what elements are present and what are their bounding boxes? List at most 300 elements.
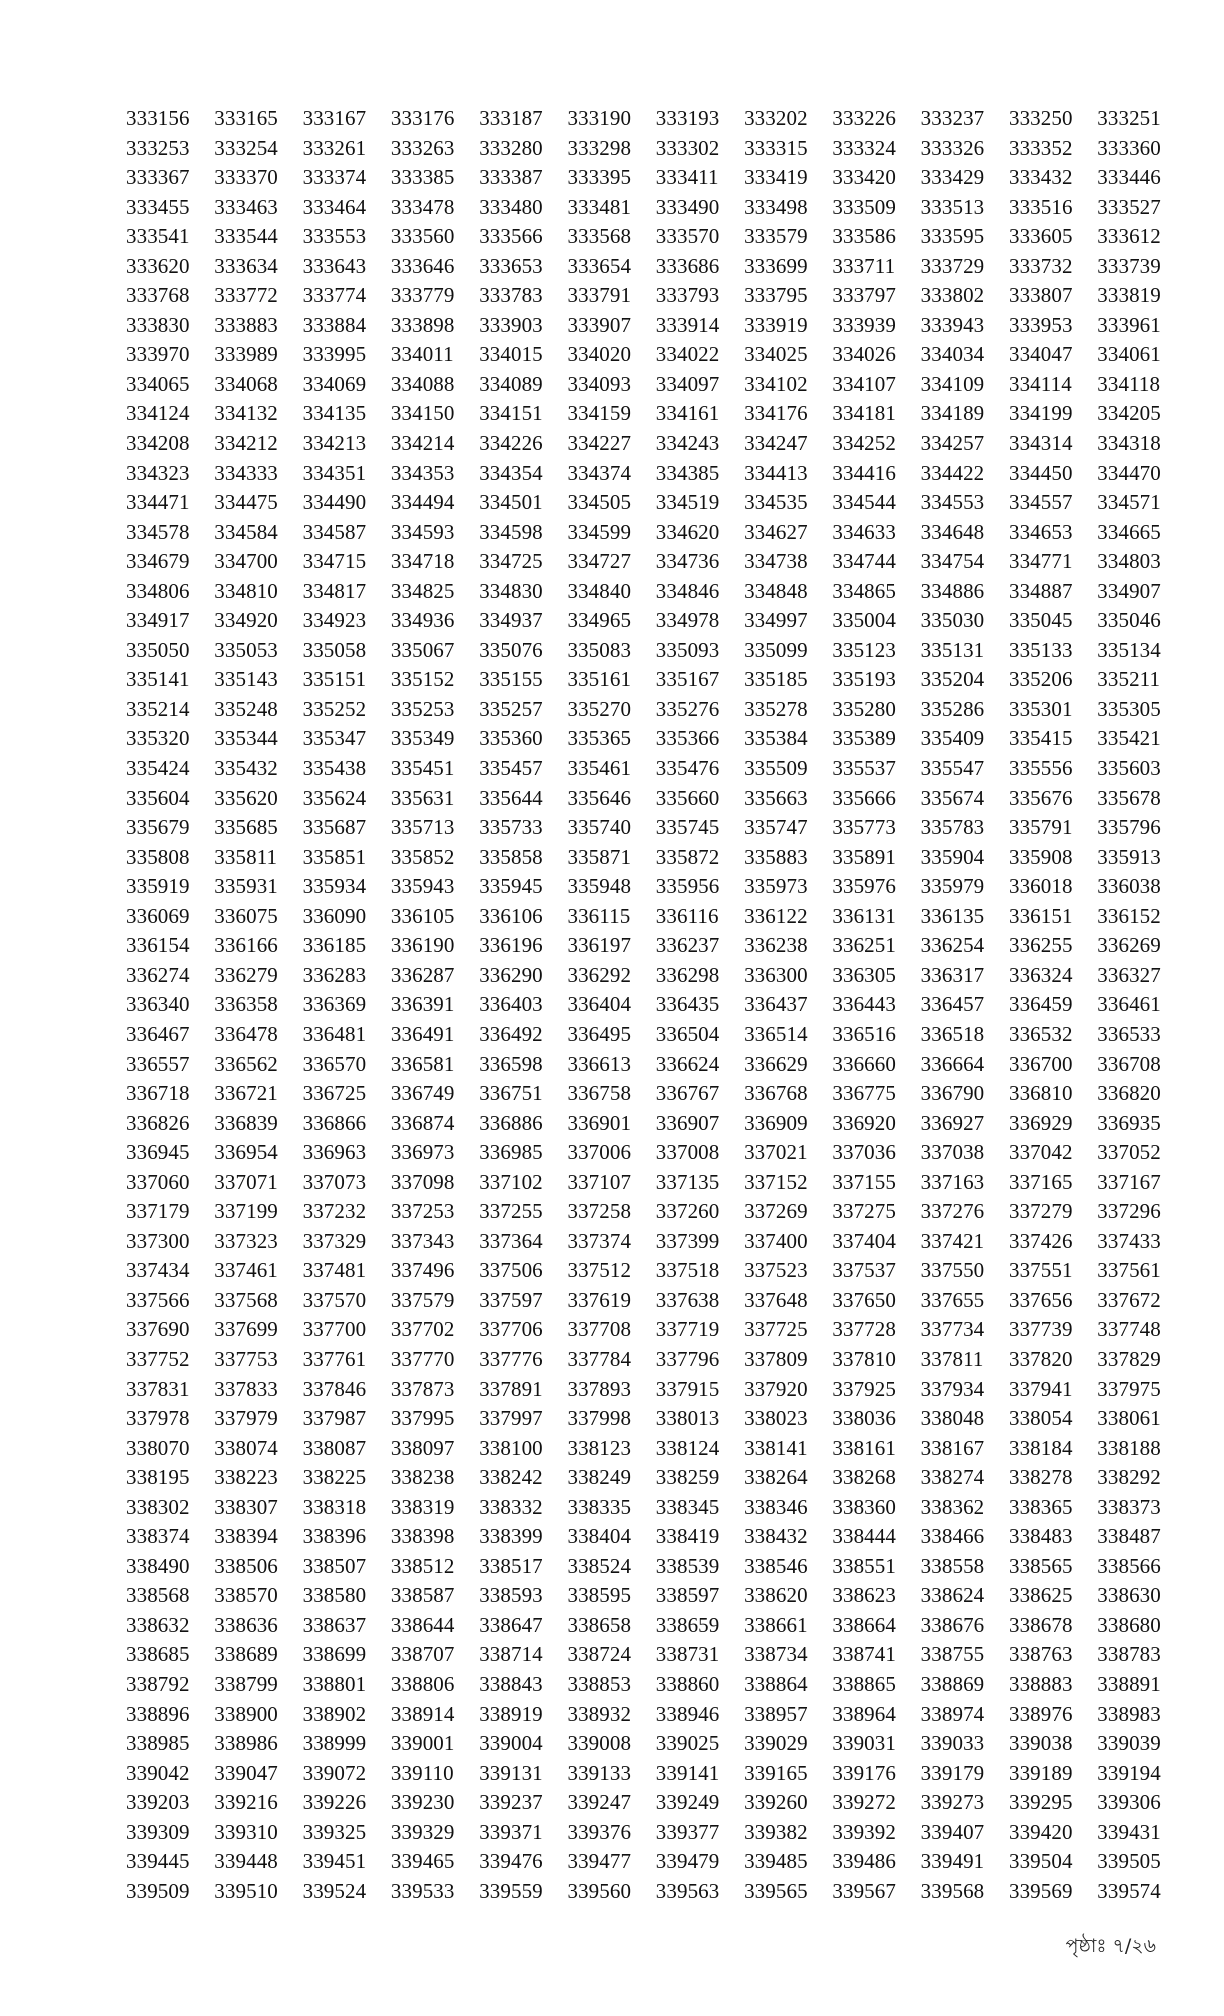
roll-number-cell: 333226 xyxy=(832,106,896,130)
roll-number-cell: 338399 xyxy=(479,1524,543,1549)
roll-number-cell: 335167 xyxy=(655,667,720,692)
roll-number-cell: 337098 xyxy=(390,1169,455,1194)
roll-number-cell: 338974 xyxy=(920,1701,985,1726)
roll-number-cell: 339194 xyxy=(1097,1760,1161,1785)
roll-number-cell: 333586 xyxy=(832,224,896,249)
roll-number-cell: 339568 xyxy=(920,1878,985,1903)
roll-number-cell: 336196 xyxy=(479,933,543,958)
roll-number-cell: 339569 xyxy=(1008,1878,1073,1903)
roll-number-cell: 335276 xyxy=(655,696,720,721)
roll-number-cell: 339310 xyxy=(214,1819,278,1844)
roll-number-cell: 333498 xyxy=(744,194,808,219)
roll-number-cell: 338902 xyxy=(302,1701,367,1726)
roll-number-cell: 336287 xyxy=(390,962,455,987)
roll-number-cell: 336122 xyxy=(744,903,808,928)
roll-number-cell: 336298 xyxy=(655,962,720,987)
roll-number-cell: 337008 xyxy=(655,1140,720,1165)
roll-number-cell: 335620 xyxy=(214,785,278,810)
roll-number-cell: 334584 xyxy=(214,519,278,544)
roll-number-cell: 338580 xyxy=(302,1583,367,1608)
roll-number-cell: 335631 xyxy=(390,785,455,810)
roll-number-cell: 337846 xyxy=(302,1376,367,1401)
roll-number-cell: 333315 xyxy=(744,135,808,160)
roll-number-cell: 335660 xyxy=(655,785,720,810)
roll-number-cell: 334374 xyxy=(567,460,632,485)
roll-number-cell: 334471 xyxy=(126,490,190,515)
roll-number-cell: 339038 xyxy=(1008,1731,1073,1756)
roll-number-cell: 334920 xyxy=(214,608,278,633)
roll-number-cell: 334771 xyxy=(1008,549,1073,574)
roll-number-cell: 335678 xyxy=(1097,785,1161,810)
roll-number-cell: 336135 xyxy=(920,903,985,928)
roll-number-cell: 336290 xyxy=(479,962,543,987)
roll-number-cell: 333739 xyxy=(1097,253,1161,278)
roll-number-cell: 339273 xyxy=(920,1790,985,1815)
roll-number-cell: 338568 xyxy=(126,1583,190,1608)
roll-number-cell: 339042 xyxy=(126,1760,190,1785)
roll-number-cell: 334505 xyxy=(567,490,632,515)
roll-number-cell: 334351 xyxy=(302,460,367,485)
roll-number-cell: 338551 xyxy=(832,1553,896,1578)
roll-number-cell: 336369 xyxy=(302,992,367,1017)
roll-number-cell: 333395 xyxy=(567,165,632,190)
roll-number-cell: 338365 xyxy=(1008,1494,1073,1519)
roll-number-cell: 338432 xyxy=(744,1524,808,1549)
roll-number-cell: 338074 xyxy=(214,1435,278,1460)
roll-number-cell: 333774 xyxy=(302,283,367,308)
roll-number-cell: 336533 xyxy=(1097,1021,1161,1046)
roll-number-cell: 333884 xyxy=(302,312,367,337)
roll-number-cell: 336075 xyxy=(214,903,278,928)
roll-number-cell: 338054 xyxy=(1008,1406,1073,1431)
roll-number-cell: 336973 xyxy=(390,1140,455,1165)
roll-number-cell: 335252 xyxy=(302,696,367,721)
roll-number-cell: 335305 xyxy=(1097,696,1161,721)
roll-number-cell: 333898 xyxy=(390,312,455,337)
roll-number-cell: 336518 xyxy=(920,1021,985,1046)
roll-number-cell: 336909 xyxy=(744,1110,808,1135)
roll-number-cell: 337915 xyxy=(655,1376,720,1401)
roll-number-cell: 338699 xyxy=(302,1642,367,1667)
roll-number-cell: 336826 xyxy=(126,1110,190,1135)
roll-number-cell: 336283 xyxy=(302,962,367,987)
roll-number-cell: 334226 xyxy=(479,431,543,456)
roll-number-cell: 334633 xyxy=(832,519,896,544)
roll-number-cell: 337343 xyxy=(390,1228,455,1253)
roll-number-cell: 333768 xyxy=(126,283,190,308)
roll-number-cell: 338565 xyxy=(1008,1553,1073,1578)
roll-number-cell: 333463 xyxy=(214,194,278,219)
roll-number-cell: 335457 xyxy=(479,756,543,781)
roll-number-cell: 339392 xyxy=(832,1819,896,1844)
roll-number-cell: 335904 xyxy=(920,844,985,869)
roll-number-cell: 334578 xyxy=(126,519,190,544)
roll-number-cell: 335134 xyxy=(1097,637,1161,662)
roll-number-cell: 334803 xyxy=(1097,549,1161,574)
roll-number-cell: 335747 xyxy=(744,815,808,840)
roll-number-cell: 334118 xyxy=(1097,371,1161,396)
roll-number-cell: 338223 xyxy=(214,1465,278,1490)
roll-number-cell: 335913 xyxy=(1097,844,1161,869)
roll-number-cell: 333795 xyxy=(744,283,808,308)
roll-number-cell: 338490 xyxy=(126,1553,190,1578)
roll-number-cell: 338983 xyxy=(1097,1701,1161,1726)
roll-number-cell: 338986 xyxy=(214,1731,278,1756)
roll-number-cell: 336358 xyxy=(214,992,278,1017)
roll-number-cell: 338302 xyxy=(126,1494,190,1519)
roll-number-cell: 334068 xyxy=(214,371,278,396)
roll-number-cell: 335676 xyxy=(1008,785,1073,810)
roll-number-cell: 335421 xyxy=(1097,726,1161,751)
roll-number-cell: 336532 xyxy=(1008,1021,1073,1046)
roll-number-cell: 335099 xyxy=(744,637,808,662)
roll-number-cell: 334727 xyxy=(567,549,632,574)
roll-number-cell: 334557 xyxy=(1008,490,1073,515)
roll-number-cell: 334227 xyxy=(567,431,632,456)
roll-number-cell: 335193 xyxy=(832,667,896,692)
roll-number-cell: 338242 xyxy=(479,1465,543,1490)
roll-number-cell: 338048 xyxy=(920,1406,985,1431)
roll-number-cell: 334212 xyxy=(214,431,278,456)
roll-number-cell: 334598 xyxy=(479,519,543,544)
roll-number-cell: 334088 xyxy=(390,371,455,396)
roll-number-cell: 334181 xyxy=(832,401,896,426)
roll-number-cell: 334754 xyxy=(920,549,985,574)
roll-number-cell: 335603 xyxy=(1097,756,1161,781)
roll-number-cell: 337734 xyxy=(920,1317,985,1342)
roll-number-cell: 337036 xyxy=(832,1140,896,1165)
roll-number-cell: 339477 xyxy=(567,1849,632,1874)
roll-number-cell: 335045 xyxy=(1008,608,1073,633)
roll-number-cell: 333646 xyxy=(390,253,455,278)
roll-number-cell: 339230 xyxy=(390,1790,455,1815)
roll-number-cell: 334323 xyxy=(126,460,190,485)
roll-number-cell: 339272 xyxy=(832,1790,896,1815)
roll-number-cell: 337155 xyxy=(832,1169,896,1194)
roll-number-cell: 338161 xyxy=(832,1435,896,1460)
roll-number-cell: 337978 xyxy=(126,1406,190,1431)
roll-number-cell: 339249 xyxy=(655,1790,720,1815)
roll-number-cell: 335030 xyxy=(920,608,985,633)
roll-number-cell: 333791 xyxy=(567,283,632,308)
roll-number-cell: 337323 xyxy=(214,1228,278,1253)
roll-number-cell: 334593 xyxy=(390,519,455,544)
roll-number-cell: 335046 xyxy=(1097,608,1161,633)
roll-number-cell: 335537 xyxy=(832,756,896,781)
roll-number-cell: 338623 xyxy=(832,1583,896,1608)
roll-number-cell: 334917 xyxy=(126,608,190,633)
roll-number-cell: 336516 xyxy=(832,1021,896,1046)
roll-number-cell: 338869 xyxy=(920,1671,985,1696)
roll-number-cell: 338647 xyxy=(479,1612,543,1637)
roll-number-cell: 334176 xyxy=(744,401,808,426)
roll-number-cell: 339448 xyxy=(214,1849,278,1874)
roll-number-cell: 338506 xyxy=(214,1553,278,1578)
roll-number-cell: 337893 xyxy=(567,1376,632,1401)
roll-number-cell: 335674 xyxy=(920,785,985,810)
roll-number-cell: 334020 xyxy=(567,342,632,367)
roll-number-cell: 336237 xyxy=(655,933,720,958)
roll-number-cell: 338188 xyxy=(1097,1435,1161,1460)
roll-number-cell: 334840 xyxy=(567,578,632,603)
roll-number-cell: 336820 xyxy=(1097,1081,1161,1106)
roll-number-cell: 333202 xyxy=(744,106,808,130)
roll-number-cell: 338707 xyxy=(390,1642,455,1667)
roll-number-cell: 333654 xyxy=(567,253,632,278)
roll-number-cell: 337102 xyxy=(479,1169,543,1194)
roll-number-cell: 337135 xyxy=(655,1169,720,1194)
roll-number-cell: 337179 xyxy=(126,1199,190,1224)
roll-number-cell: 338259 xyxy=(655,1465,720,1490)
roll-number-cell: 336613 xyxy=(567,1051,632,1076)
roll-number-cell: 334519 xyxy=(655,490,720,515)
roll-number-cell: 337255 xyxy=(479,1199,543,1224)
roll-number-cell: 335344 xyxy=(214,726,278,751)
roll-number-cell: 333187 xyxy=(479,106,543,130)
roll-number-cell: 334065 xyxy=(126,371,190,396)
roll-number-cell: 333516 xyxy=(1008,194,1073,219)
roll-number-cell: 338661 xyxy=(744,1612,808,1637)
roll-number-cell: 334978 xyxy=(655,608,720,633)
roll-number-cell: 334102 xyxy=(744,371,808,396)
roll-number-cell: 337038 xyxy=(920,1140,985,1165)
roll-number-cell: 336238 xyxy=(744,933,808,958)
roll-number-cell: 337561 xyxy=(1097,1258,1161,1283)
roll-number-cell: 338946 xyxy=(655,1701,720,1726)
roll-number-cell: 335624 xyxy=(302,785,367,810)
roll-number-cell: 337512 xyxy=(567,1258,632,1283)
roll-number-cell: 336557 xyxy=(126,1051,190,1076)
roll-number-cell: 339141 xyxy=(655,1760,720,1785)
roll-number-cell: 338597 xyxy=(655,1583,720,1608)
roll-number-cell: 339329 xyxy=(390,1819,455,1844)
roll-number-cell: 335360 xyxy=(479,726,543,751)
roll-number-cell: 335257 xyxy=(479,696,543,721)
roll-number-cell: 334243 xyxy=(655,431,720,456)
roll-number-cell: 338524 xyxy=(567,1553,632,1578)
roll-number-cell: 334806 xyxy=(126,578,190,603)
roll-number-cell: 337276 xyxy=(920,1199,985,1224)
roll-number-cell: 336340 xyxy=(126,992,190,1017)
roll-number-cell: 335123 xyxy=(832,637,896,662)
roll-number-cell: 333634 xyxy=(214,253,278,278)
roll-number-cell: 339451 xyxy=(302,1849,367,1874)
roll-number-cell: 337152 xyxy=(744,1169,808,1194)
roll-number-cell: 334159 xyxy=(567,401,632,426)
roll-number-cell: 334997 xyxy=(744,608,808,633)
roll-number-cell: 337690 xyxy=(126,1317,190,1342)
roll-number-cell: 335278 xyxy=(744,696,808,721)
roll-number-cell: 337537 xyxy=(832,1258,896,1283)
roll-number-cell: 334830 xyxy=(479,578,543,603)
roll-number-cell: 335976 xyxy=(832,874,896,899)
roll-number-cell: 339110 xyxy=(390,1760,454,1785)
roll-number-cell: 335556 xyxy=(1008,756,1073,781)
roll-number-cell: 336570 xyxy=(302,1051,367,1076)
roll-number-cell: 337638 xyxy=(655,1287,720,1312)
roll-number-cell: 333387 xyxy=(479,165,543,190)
roll-number-cell: 333729 xyxy=(920,253,985,278)
roll-number-cell: 334544 xyxy=(832,490,896,515)
roll-number-cell: 334214 xyxy=(390,431,455,456)
roll-number-cell: 336467 xyxy=(126,1021,190,1046)
roll-number-cell: 339306 xyxy=(1097,1790,1161,1815)
roll-number-cell: 338806 xyxy=(390,1671,455,1696)
roll-number-cell: 335713 xyxy=(390,815,455,840)
roll-number-cell: 337364 xyxy=(479,1228,543,1253)
roll-number-cell: 334034 xyxy=(920,342,985,367)
roll-number-cell: 338636 xyxy=(214,1612,278,1637)
roll-number-cell: 336459 xyxy=(1008,992,1073,1017)
roll-number-cell: 333478 xyxy=(390,194,455,219)
roll-number-cell: 334097 xyxy=(655,371,720,396)
roll-number-cell: 336154 xyxy=(126,933,190,958)
roll-number-cell: 334937 xyxy=(479,608,543,633)
roll-number-cell: 337809 xyxy=(744,1346,808,1371)
roll-number-cell: 333568 xyxy=(567,224,632,249)
roll-number-cell: 337833 xyxy=(214,1376,278,1401)
roll-number-cell: 338278 xyxy=(1008,1465,1073,1490)
roll-number-cell: 334205 xyxy=(1097,401,1161,426)
roll-number-cell: 335365 xyxy=(567,726,632,751)
roll-number-cell: 333961 xyxy=(1097,312,1161,337)
roll-number-cell: 336504 xyxy=(655,1021,720,1046)
roll-number-cell: 335948 xyxy=(567,874,632,899)
roll-number-cell: 334718 xyxy=(390,549,455,574)
roll-number-cell: 333807 xyxy=(1008,283,1073,308)
roll-number-cell: 338123 xyxy=(567,1435,632,1460)
roll-number-cell: 335083 xyxy=(567,637,632,662)
roll-number-cell: 339377 xyxy=(655,1819,720,1844)
roll-number-cell: 337706 xyxy=(479,1317,543,1342)
roll-number-cell: 333324 xyxy=(832,135,896,160)
roll-number-cell: 334189 xyxy=(920,401,985,426)
roll-number-cell: 338625 xyxy=(1008,1583,1073,1608)
roll-number-cell: 336886 xyxy=(479,1110,543,1135)
roll-number-cell: 336461 xyxy=(1097,992,1161,1017)
roll-number-cell: 338141 xyxy=(744,1435,808,1460)
roll-number-cell: 338318 xyxy=(302,1494,367,1519)
roll-number-cell: 334450 xyxy=(1008,460,1073,485)
roll-number-cell: 333165 xyxy=(214,106,278,130)
roll-number-cell: 337656 xyxy=(1008,1287,1073,1312)
roll-number-cell: 339309 xyxy=(126,1819,190,1844)
roll-number-cell: 338319 xyxy=(390,1494,455,1519)
roll-number-cell: 336790 xyxy=(920,1081,985,1106)
roll-number-cell: 334161 xyxy=(655,401,720,426)
roll-number-cell: 334314 xyxy=(1008,431,1073,456)
roll-number-cell: 336106 xyxy=(479,903,543,928)
roll-number-cell: 333553 xyxy=(302,224,367,249)
roll-number-cell: 335067 xyxy=(390,637,455,662)
roll-number-cell: 338637 xyxy=(302,1612,367,1637)
roll-number-cell: 338659 xyxy=(655,1612,720,1637)
roll-number-cell: 339524 xyxy=(302,1878,367,1903)
roll-number-cell: 335979 xyxy=(920,874,985,899)
roll-number-cell: 336624 xyxy=(655,1051,720,1076)
roll-number-cell: 333490 xyxy=(655,194,720,219)
roll-number-cell: 337060 xyxy=(126,1169,190,1194)
roll-number-cell: 333298 xyxy=(567,135,632,160)
roll-number-cell: 335644 xyxy=(479,785,543,810)
roll-number-cell: 336116 xyxy=(655,903,719,928)
roll-number-cell: 336269 xyxy=(1097,933,1161,958)
roll-number-cell: 335808 xyxy=(126,844,190,869)
roll-number-cell: 338896 xyxy=(126,1701,190,1726)
roll-number-cell: 339226 xyxy=(302,1790,367,1815)
roll-number-cell: 336279 xyxy=(214,962,278,987)
roll-number-cell: 333579 xyxy=(744,224,808,249)
roll-number-cell: 338932 xyxy=(567,1701,632,1726)
roll-number-cell: 336874 xyxy=(390,1110,455,1135)
roll-number-cell: 336907 xyxy=(655,1110,720,1135)
roll-number-cell: 334354 xyxy=(479,460,543,485)
roll-number-cell: 335206 xyxy=(1008,667,1073,692)
roll-number-cell: 334490 xyxy=(302,490,367,515)
roll-number-cell: 338264 xyxy=(744,1465,808,1490)
roll-number-cell: 336190 xyxy=(390,933,455,958)
roll-number-cell: 336495 xyxy=(567,1021,632,1046)
roll-number-cell: 335547 xyxy=(920,756,985,781)
roll-number-cell: 335509 xyxy=(744,756,808,781)
roll-number-cell: 335934 xyxy=(302,874,367,899)
roll-number-cell: 334022 xyxy=(655,342,720,367)
roll-number-cell: 335908 xyxy=(1008,844,1073,869)
roll-number-cell: 335773 xyxy=(832,815,896,840)
roll-number-cell: 333370 xyxy=(214,165,278,190)
roll-number-cell: 336758 xyxy=(567,1081,632,1106)
roll-number-cell: 337279 xyxy=(1008,1199,1073,1224)
roll-number-cell: 334011 xyxy=(390,342,454,367)
roll-number-cell: 334150 xyxy=(390,401,455,426)
roll-number-cell: 336751 xyxy=(479,1081,543,1106)
roll-number-cell: 339382 xyxy=(744,1819,808,1844)
roll-number-cell: 334501 xyxy=(479,490,543,515)
roll-number-cell: 339131 xyxy=(479,1760,543,1785)
roll-number-cell: 338900 xyxy=(214,1701,278,1726)
roll-number-cell: 334015 xyxy=(479,342,543,367)
roll-number-cell: 333907 xyxy=(567,312,632,337)
roll-number-cell: 336403 xyxy=(479,992,543,1017)
roll-number-cell: 337232 xyxy=(302,1199,367,1224)
roll-number-cell: 338570 xyxy=(214,1583,278,1608)
roll-number-cell: 337296 xyxy=(1097,1199,1161,1224)
roll-number-cell: 338396 xyxy=(302,1524,367,1549)
roll-number-cell: 333237 xyxy=(920,106,985,130)
roll-number-cell: 337776 xyxy=(479,1346,543,1371)
roll-number-cell: 336090 xyxy=(302,903,367,928)
roll-number-cell: 337796 xyxy=(655,1346,720,1371)
roll-number-cell: 337399 xyxy=(655,1228,720,1253)
roll-number-cell: 336404 xyxy=(567,992,632,1017)
roll-number-cell: 338853 xyxy=(567,1671,632,1696)
roll-number-cell: 337165 xyxy=(1008,1169,1073,1194)
roll-number-cell: 336478 xyxy=(214,1021,278,1046)
roll-number-cell: 333989 xyxy=(214,342,278,367)
roll-number-cell: 335155 xyxy=(479,667,543,692)
roll-number-cell: 335438 xyxy=(302,756,367,781)
roll-number-cell: 338731 xyxy=(655,1642,720,1667)
roll-number-cell: 333250 xyxy=(1008,106,1073,130)
roll-number-cell: 335093 xyxy=(655,637,720,662)
roll-number-cell: 338394 xyxy=(214,1524,278,1549)
roll-number-cell: 338507 xyxy=(302,1553,367,1578)
roll-number-cell: 339371 xyxy=(479,1819,543,1844)
roll-number-cell: 334553 xyxy=(920,490,985,515)
roll-number-cell: 336935 xyxy=(1097,1110,1161,1135)
roll-number-cell: 334199 xyxy=(1008,401,1073,426)
roll-number-cell: 336292 xyxy=(567,962,632,987)
